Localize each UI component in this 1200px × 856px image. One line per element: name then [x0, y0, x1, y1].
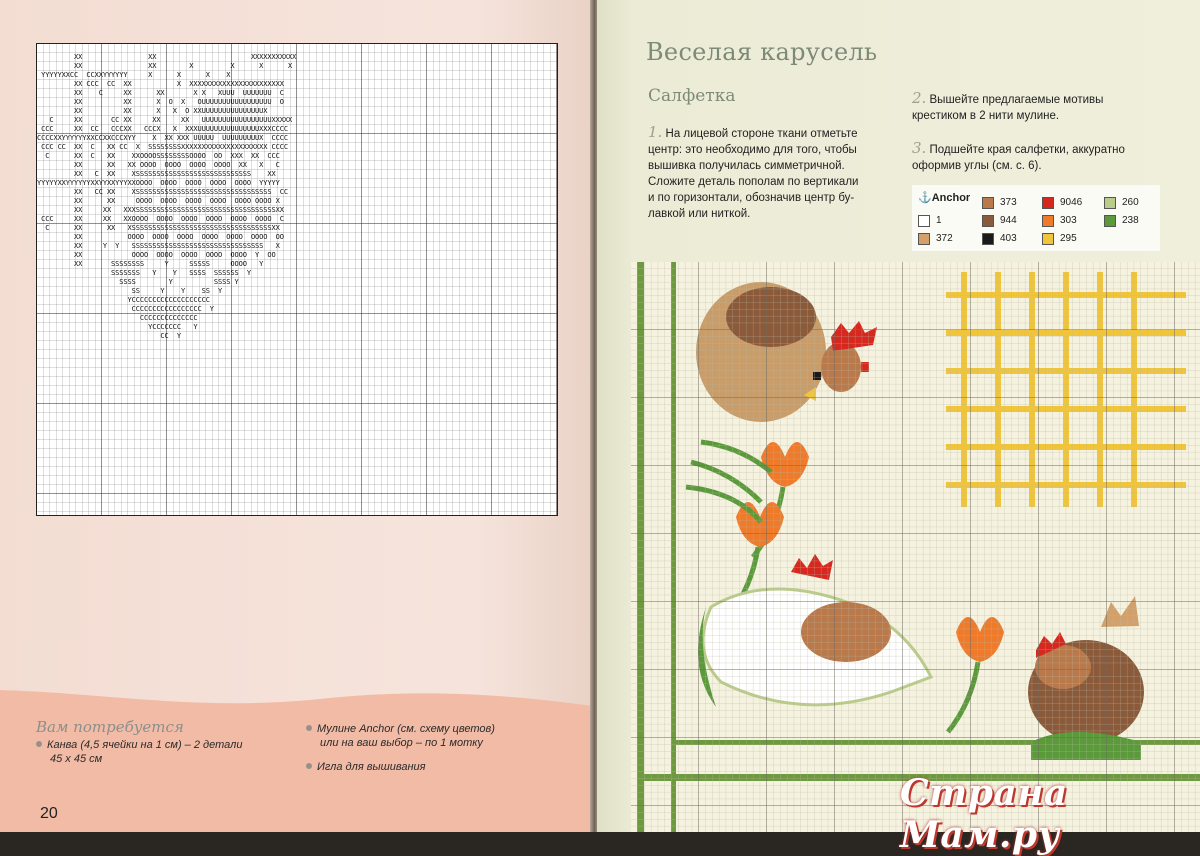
legend-swatch-944: [982, 215, 994, 227]
instruction-step-2: 2. Вышейте предлагаемые мотивы крестиком в 2 нити мулине.: [912, 89, 1104, 122]
legend-swatch-9046: [1042, 197, 1054, 209]
legend-code-260: 260: [1122, 197, 1139, 208]
legend-swatch-373: [982, 197, 994, 209]
need-item-needle: Игла для вышивания: [306, 760, 426, 774]
legend-code-372: 372: [936, 233, 953, 244]
legend-code-403: 403: [1000, 233, 1017, 244]
legend-swatch-260: [1104, 197, 1116, 209]
legend-code-373: 373: [1000, 197, 1017, 208]
legend-code-295: 295: [1060, 233, 1077, 244]
need-item-canvas: Канва (4,5 ячейки на 1 см) – 2 детали 45 х 45 см: [36, 738, 242, 766]
legend-swatch-372: [918, 233, 930, 245]
legend-code-1: 1: [936, 215, 942, 226]
legend-code-944: 944: [1000, 215, 1017, 226]
page-number: 20: [40, 805, 58, 822]
instruction-step-1: 1. На лицевой стороне ткани отметьте центр: это необходимо для того, чтобы вышивка получилась симметричной. Сложите деталь пополам по вертикали и по горизонтали, обозначив центр бу- лавкой или ниткой.: [648, 123, 859, 220]
legend-swatch-303: [1042, 215, 1054, 227]
needs-title: Вам потребуется: [36, 718, 184, 736]
page-subtitle: Салфетка: [648, 86, 736, 106]
anchor-brand: ⚓Anchor: [918, 192, 971, 204]
legend-swatch-403: [982, 233, 994, 245]
legend-swatch-238: [1104, 215, 1116, 227]
legend-swatch-295: [1042, 233, 1054, 245]
bullet-icon: [306, 763, 312, 769]
left-page: [0, 0, 592, 832]
color-legend: [912, 185, 1160, 251]
symbol-chart: [36, 43, 558, 516]
embroidery-chart-art: [631, 262, 1200, 832]
bullet-icon: [306, 725, 312, 731]
site-watermark: Страна Мам.ру: [900, 772, 1068, 856]
embroidery-chart: [631, 262, 1200, 832]
need-item-thread: Мулине Anchor (см. схему цветов) или на ваш выбор – по 1 мотку: [306, 722, 495, 750]
legend-code-303: 303: [1060, 215, 1077, 226]
legend-code-9046: 9046: [1060, 197, 1083, 208]
legend-swatch-1: [918, 215, 930, 227]
instruction-step-3: 3. Подшейте края салфетки, аккуратно оформив углы (см. с. 6).: [912, 139, 1125, 172]
legend-code-238: 238: [1122, 215, 1139, 226]
bullet-icon: [36, 741, 42, 747]
chart-symbols: XX XX XXXXXXXXXXX XX XX X X X X YYYYYXXCC CCXXYYYYYY X X X X XX CCC CC XX X XXXXXXXXXXXXXXXXXXXXXXX XX C XX XX X X XUUU UUUUUUU C XX XX X O X OUUUUUUUUUUUUUUUUU O XX XX X X O XXUUUUUUUUUUUUUUUX C XX CC XX XX XX UUUUUUUUUUUUUUUUUXXXXX CCC XX CC CCCXX CCCX X XXXUUUUUUUUUUUUUUUXXXCCCC CCCCXXYYYYYYXXCCXXCCCXYY X XX XXX UUUUU UUUUUUUUUX CCCC CCC CC XX C XX CC X SSSSSSSSXXXXXXXXXXXXXXXXXXXXX CCCC C XX C XX XXOOOOSSSSSSSSOOOO OO XXX XX CCC XX XX XX OOOO OOOO OOOO OOOO XX X C XX C XX XSSSSSSSSSSSSSSSSSSSSSSSSSSSS XX YYYYYXXYYYYYYXXYYXXYYYXXOOOO OOOO OOOO OOOO OOOO YYYYY XX CC XX XSSSSSSSSSSSSSSSSSSSSSSSSSSSSSSSSS CC XX XX OOOO OOOO OOOO OOOO OOOO OOOO X XX XX XXXSSSSSSSSSSSSSSSSSSSSSSSSSSSSSSSSSSXX CCC XX XX XXOOOO OOOO OOOO OOOO OOOO OOOO C C XX XX XSSSSSSSSSSSSSSSSSSSSSSSSSSSSSSSSSSXX XX OOOO OOOO OOOO OOOO OOOO OOOO OO XX Y Y SSSSSSSSSSSSSSSSSSSSSSSSSSSSSSSS X XX OOOO OOOO OOOO OOOO OOOO Y OO XX SSSSSSSS Y SSSSS OOOO Y SSSSSSS Y Y SSSS SSSSSS Y SSSS Y SSSS Y SS Y Y SS Y YCCCCCCCCCCCCCCCCCCC CCCCCCCCCCCCCCCCC Y CCCCCCCCCCCCCC YCCCCCCC Y CC Y: [37, 53, 297, 340]
page-title: Веселая карусель: [646, 38, 878, 66]
